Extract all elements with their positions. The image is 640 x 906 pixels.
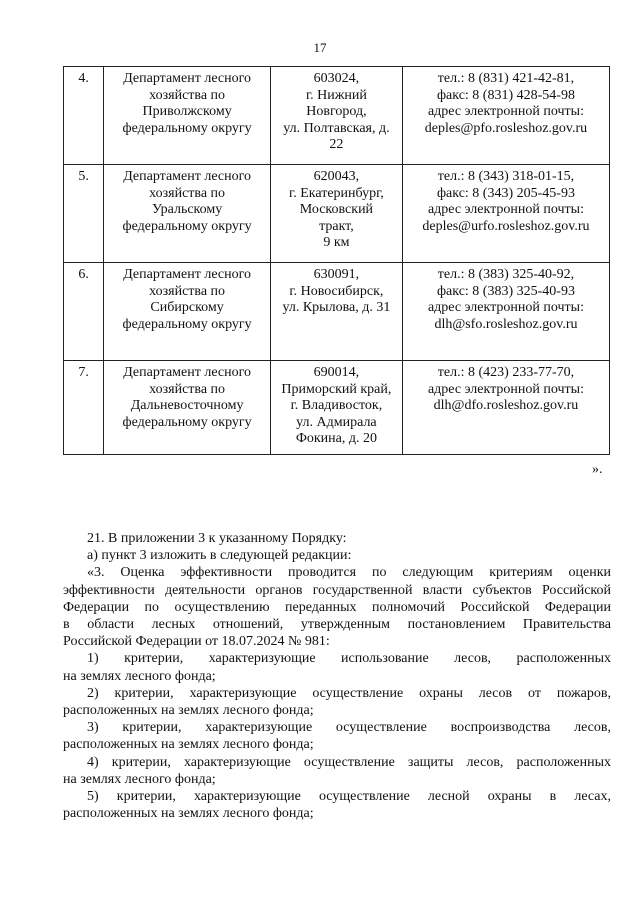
department-address-line: Фокина, д. 20: [295, 431, 377, 446]
departments-table: [63, 66, 610, 455]
department-address-line: г. Новосибирск,: [289, 283, 384, 299]
department-name-line: Департамент лесного: [123, 365, 251, 380]
table-row: [64, 67, 610, 165]
department-name-line: федеральному округу: [122, 414, 252, 430]
row-number: 4.: [64, 67, 104, 165]
row-number: 7.: [64, 361, 104, 455]
department-name: [104, 361, 271, 455]
department-contacts-line: факс: 8 (831) 428-54-98: [436, 87, 575, 103]
table-row: [64, 361, 610, 455]
paragraph-3-line: эффективности деятельности органов государственной власти субъектов Российской: [63, 582, 611, 598]
department-name-line: Департамент лесного: [123, 267, 251, 282]
department-contacts-line: тел.: 8 (343) 318-01-15,: [437, 169, 575, 184]
department-name-line: Дальневосточному: [130, 398, 244, 413]
department-contacts-line: факс: 8 (343) 205-45-93: [436, 185, 575, 201]
table-row: [64, 263, 610, 361]
department-contacts: [402, 361, 609, 455]
department-name-line: хозяйства по: [149, 87, 226, 103]
department-name-line: федеральному округу: [122, 120, 252, 136]
department-address-line: 603024,: [313, 71, 360, 86]
criterion-line: расположенных на землях лесного фонда;: [63, 737, 314, 753]
department-address-line: ул. Крылова, д. 31: [282, 300, 391, 315]
department-address-line: 22: [329, 137, 344, 152]
department-contacts: [402, 263, 609, 361]
criterion-1: [63, 650, 611, 684]
department-contacts-line: deples@urfo.rosleshoz.gov.ru: [422, 218, 590, 234]
body-text: [63, 530, 611, 822]
department-contacts: [402, 165, 609, 263]
department-address-line: тракт,: [319, 218, 354, 234]
department-address-line: г. Нижний: [305, 87, 367, 103]
department-name-line: Приволжскому: [142, 104, 232, 119]
department-contacts-line: тел.: 8 (383) 325-40-92,: [437, 267, 575, 282]
criterion-line: 3) критерии, характеризующие осуществление воспроизводства лесов,: [87, 720, 611, 736]
department-contacts-line: адрес электронной почты:: [427, 104, 584, 119]
department-name: [104, 165, 271, 263]
department-address: [270, 263, 402, 361]
criterion-line: 1) критерии, характеризующие использование лесов, расположенных: [87, 651, 611, 667]
department-address-line: Новгород,: [306, 104, 367, 119]
department-name-line: Департамент лесного: [123, 71, 251, 86]
department-name: [104, 263, 271, 361]
criterion-line: на землях лесного фонда;: [63, 771, 216, 787]
department-address-line: 9 км: [323, 235, 350, 250]
closing-quote: ».: [592, 462, 603, 477]
criterion-5: [63, 788, 611, 822]
paragraph-3: [63, 564, 611, 650]
item-21: 21. В приложении 3 к указанному Порядку:: [87, 531, 347, 546]
page-number: 17: [313, 40, 327, 55]
department-name-line: хозяйства по: [149, 283, 226, 299]
row-number: 6.: [64, 263, 104, 361]
department-contacts-line: тел.: 8 (831) 421-42-81,: [437, 71, 575, 86]
department-address-line: ул. Полтавская, д.: [283, 120, 390, 136]
department-contacts-line: адрес электронной почты:: [427, 381, 584, 397]
item-a: а) пункт 3 изложить в следующей редакции:: [87, 548, 352, 564]
department-name-line: Департамент лесного: [123, 169, 251, 184]
criterion-line: на землях лесного фонда;: [63, 668, 216, 684]
department-contacts-line: deples@pfo.rosleshoz.gov.ru: [424, 120, 588, 136]
row-number: 5.: [64, 165, 104, 263]
department-contacts-line: тел.: 8 (423) 233-77-70,: [437, 365, 575, 380]
department-name-line: хозяйства по: [149, 381, 226, 397]
department-contacts-line: адрес электронной почты:: [427, 202, 584, 217]
department-address-line: ул. Адмирала: [296, 414, 377, 430]
department-address-line: 620043,: [313, 169, 360, 184]
department-contacts-line: dlh@dfo.rosleshoz.gov.ru: [433, 398, 579, 413]
criterion-line: 4) критерии, характеризующие осуществление защиты лесов, расположенных: [87, 754, 611, 770]
department-address-line: Московский: [299, 202, 374, 217]
department-contacts: [402, 67, 609, 165]
paragraph-3-line: Российской Федерации от 18.07.2024 № 981:: [63, 634, 330, 650]
department-name-line: хозяйства по: [149, 185, 226, 201]
department-contacts-line: dlh@sfo.rosleshoz.gov.ru: [434, 316, 578, 332]
department-name-line: федеральному округу: [122, 316, 252, 332]
department-name-line: Уральскому: [151, 202, 223, 217]
paragraph-3-line: «3. Оценка эффективности проводится по следующим критериям оценки: [87, 565, 611, 581]
department-name-line: Сибирскому: [150, 300, 224, 315]
criterion-3: [63, 719, 611, 753]
department-address-line: г. Екатеринбург,: [289, 185, 384, 201]
criterion-line: расположенных на землях лесного фонда;: [63, 806, 314, 822]
department-address-line: 690014,: [313, 365, 360, 380]
criterion-4: [63, 754, 611, 788]
paragraph-3-line: в области лесных отношений, утвержденным постановлением Правительства: [63, 617, 611, 633]
department-address: [270, 67, 402, 165]
department-name: [104, 67, 271, 165]
criterion-2: [63, 685, 611, 719]
table-row: [64, 165, 610, 263]
department-address-line: Приморский край,: [281, 381, 392, 397]
department-name-line: федеральному округу: [122, 218, 252, 234]
paragraph-3-line: Федерации по осуществлению переданных полномочий Российской Федерации: [63, 599, 611, 615]
department-address: [270, 361, 402, 455]
criterion-line: расположенных на землях лесного фонда;: [63, 703, 314, 719]
department-address-line: 630091,: [313, 267, 360, 282]
department-address-line: г. Владивосток,: [290, 398, 383, 413]
department-contacts-line: факс: 8 (383) 325-40-93: [436, 283, 575, 299]
department-address: [270, 165, 402, 263]
criterion-line: 2) критерии, характеризующие осуществление охраны лесов от пожаров,: [87, 685, 611, 701]
department-contacts-line: адрес электронной почты:: [427, 300, 584, 315]
criterion-line: 5) критерии, характеризующие осуществление лесной охраны в лесах,: [87, 789, 611, 805]
